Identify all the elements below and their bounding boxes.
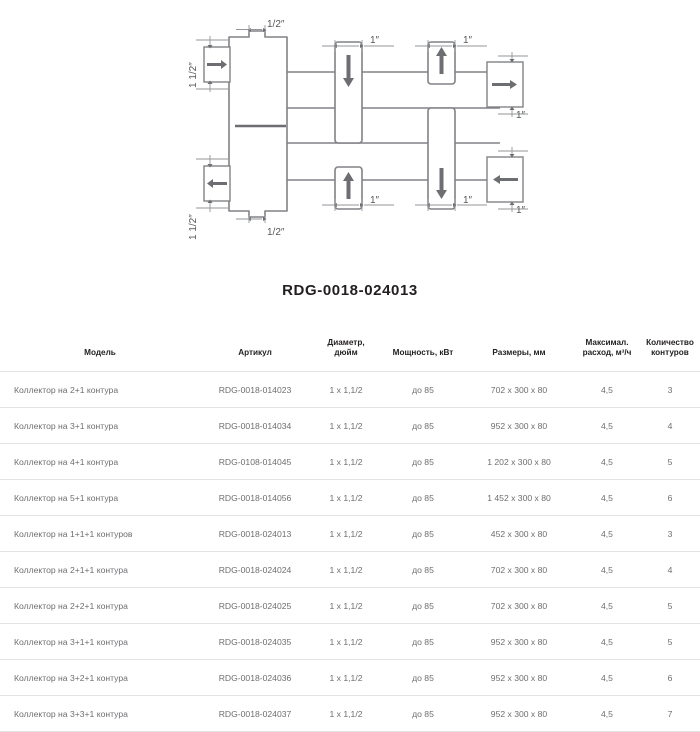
table-row[interactable]: [0, 551, 700, 587]
header-line: Мощность, кВт: [392, 348, 454, 358]
table-header-row: [0, 332, 700, 371]
cell-max-flow: 4,5: [574, 659, 640, 695]
cell-diameter: 1 x 1,1/2: [310, 515, 382, 551]
cell-circuits: 3: [640, 515, 700, 551]
header-line: контуров: [651, 348, 689, 358]
cell-max-flow: 4,5: [574, 479, 640, 515]
dim-label-right-bottom: 1″: [516, 205, 526, 216]
dim-label-bottom-riser-1: 1″: [370, 195, 380, 206]
cell-model: Коллектор на 4+1 контура: [0, 443, 200, 479]
cell-article: RDG-0018-014023: [200, 371, 310, 407]
cell-power: до 85: [382, 371, 464, 407]
table-row[interactable]: [0, 515, 700, 551]
cell-diameter: 1 x 1,1/2: [310, 551, 382, 587]
cell-article: RDG-0108-014045: [200, 443, 310, 479]
dim-label-top-riser-1: 1″: [370, 35, 380, 46]
cell-max-flow: 4,5: [574, 407, 640, 443]
header-line: Модель: [84, 348, 116, 358]
cell-diameter: 1 x 1,1/2: [310, 587, 382, 623]
cell-model: Коллектор на 2+2+1 контура: [0, 587, 200, 623]
manifold-diagram: [0, 0, 700, 268]
cell-model: Коллектор на 3+2+1 контура: [0, 659, 200, 695]
cell-diameter: 1 x 1,1/2: [310, 371, 382, 407]
cell-dimensions: 452 x 300 x 80: [464, 515, 574, 551]
header-diameter: [310, 332, 382, 371]
table-row[interactable]: [0, 371, 700, 407]
cell-circuits: 3: [640, 371, 700, 407]
header-circuits: [640, 332, 700, 371]
cell-diameter: 1 x 1,1/2: [310, 659, 382, 695]
header-line: Количество: [646, 338, 694, 347]
cell-model: Коллектор на 2+1+1 контура: [0, 551, 200, 587]
cell-model: Коллектор на 3+1 контура: [0, 407, 200, 443]
cell-diameter: 1 x 1,1/2: [310, 623, 382, 659]
header-line: Размеры, мм: [492, 348, 546, 358]
header-line: Диаметр,: [327, 338, 365, 347]
dim-label-left-bottom: 1 1/2″: [188, 214, 199, 240]
cell-circuits: 4: [640, 407, 700, 443]
manifold-diagram-svg: [0, 0, 700, 268]
dim-label-top-riser-2: 1″: [463, 35, 473, 46]
table-row[interactable]: [0, 443, 700, 479]
header-model: [0, 332, 200, 371]
header-max-flow: [574, 332, 640, 371]
cell-article: RDG-0018-024035: [200, 623, 310, 659]
cell-diameter: 1 x 1,1/2: [310, 407, 382, 443]
left-bottom-outlet-port: [196, 155, 230, 212]
table-row[interactable]: [0, 479, 700, 515]
cell-circuits: 5: [640, 623, 700, 659]
cell-dimensions: 952 x 300 x 80: [464, 659, 574, 695]
dim-label-bottom-center: 1/2″: [267, 227, 285, 238]
product-code-title: RDG-0018-024013: [282, 282, 418, 299]
cell-diameter: 1 x 1,1/2: [310, 479, 382, 515]
cell-dimensions: 1 202 x 300 x 80: [464, 443, 574, 479]
cell-dimensions: 1 452 x 300 x 80: [464, 479, 574, 515]
horizontal-pipe-runs: [287, 72, 500, 180]
dim-label-left-top: 1 1/2″: [188, 62, 199, 88]
cell-circuits: 6: [640, 659, 700, 695]
cell-power: до 85: [382, 587, 464, 623]
header-line: Артикул: [238, 348, 272, 358]
cell-article: RDG-0018-024037: [200, 695, 310, 731]
header-article: [200, 332, 310, 371]
cell-dimensions: 952 x 300 x 80: [464, 695, 574, 731]
cell-power: до 85: [382, 623, 464, 659]
cell-power: до 85: [382, 551, 464, 587]
cell-model: Коллектор на 3+1+1 контура: [0, 623, 200, 659]
header-power: [382, 332, 464, 371]
cell-power: до 85: [382, 659, 464, 695]
cell-max-flow: 4,5: [574, 443, 640, 479]
cell-article: RDG-0018-014034: [200, 407, 310, 443]
cell-dimensions: 702 x 300 x 80: [464, 587, 574, 623]
cell-article: RDG-0018-024036: [200, 659, 310, 695]
cell-dimensions: 952 x 300 x 80: [464, 407, 574, 443]
cell-power: до 85: [382, 479, 464, 515]
riser-top-right: [415, 40, 487, 84]
cell-power: до 85: [382, 443, 464, 479]
cell-power: до 85: [382, 515, 464, 551]
cell-diameter: 1 x 1,1/2: [310, 443, 382, 479]
cell-power: до 85: [382, 695, 464, 731]
cell-article: RDG-0018-014056: [200, 479, 310, 515]
cell-max-flow: 4,5: [574, 371, 640, 407]
table-row[interactable]: [0, 695, 700, 731]
cell-article: RDG-0018-024024: [200, 551, 310, 587]
cell-model: Коллектор на 3+3+1 контура: [0, 695, 200, 731]
cell-diameter: 1 x 1,1/2: [310, 695, 382, 731]
cell-max-flow: 4,5: [574, 623, 640, 659]
header-line: дюйм: [334, 348, 358, 358]
cell-circuits: 5: [640, 443, 700, 479]
riser-bottom-left: [322, 167, 394, 211]
cell-dimensions: 702 x 300 x 80: [464, 371, 574, 407]
header-line: расход, м³/ч: [582, 348, 632, 358]
cell-article: RDG-0018-024013: [200, 515, 310, 551]
riser-bottom-right: [415, 108, 487, 211]
table-row[interactable]: [0, 407, 700, 443]
cell-dimensions: 952 x 300 x 80: [464, 623, 574, 659]
right-top-outlet-port: [487, 52, 528, 117]
cell-max-flow: 4,5: [574, 515, 640, 551]
dim-label-bottom-riser-2: 1″: [463, 195, 473, 206]
table-row[interactable]: [0, 587, 700, 623]
specifications-table: [0, 332, 700, 732]
riser-top-left: [322, 40, 394, 143]
main-manifold-body: [229, 31, 287, 217]
table-row[interactable]: [0, 659, 700, 695]
cell-dimensions: 702 x 300 x 80: [464, 551, 574, 587]
cell-model: Коллектор на 2+1 контура: [0, 371, 200, 407]
cell-circuits: 5: [640, 587, 700, 623]
cell-circuits: 4: [640, 551, 700, 587]
left-top-inlet-port: [196, 36, 230, 92]
header-line: Максимал.: [585, 338, 629, 347]
cell-circuits: 7: [640, 695, 700, 731]
dim-label-right-top: 1″: [516, 110, 526, 121]
cell-max-flow: 4,5: [574, 587, 640, 623]
cell-model: Коллектор на 5+1 контура: [0, 479, 200, 515]
cell-max-flow: 4,5: [574, 695, 640, 731]
cell-circuits: 6: [640, 479, 700, 515]
cell-power: до 85: [382, 407, 464, 443]
right-bottom-outlet-port: [487, 147, 528, 212]
cell-article: RDG-0018-024025: [200, 587, 310, 623]
cell-model: Коллектор на 1+1+1 контуров: [0, 515, 200, 551]
cell-max-flow: 4,5: [574, 551, 640, 587]
table-row[interactable]: [0, 623, 700, 659]
dim-label-top-center: 1/2″: [267, 19, 285, 30]
header-dimensions: [464, 332, 574, 371]
